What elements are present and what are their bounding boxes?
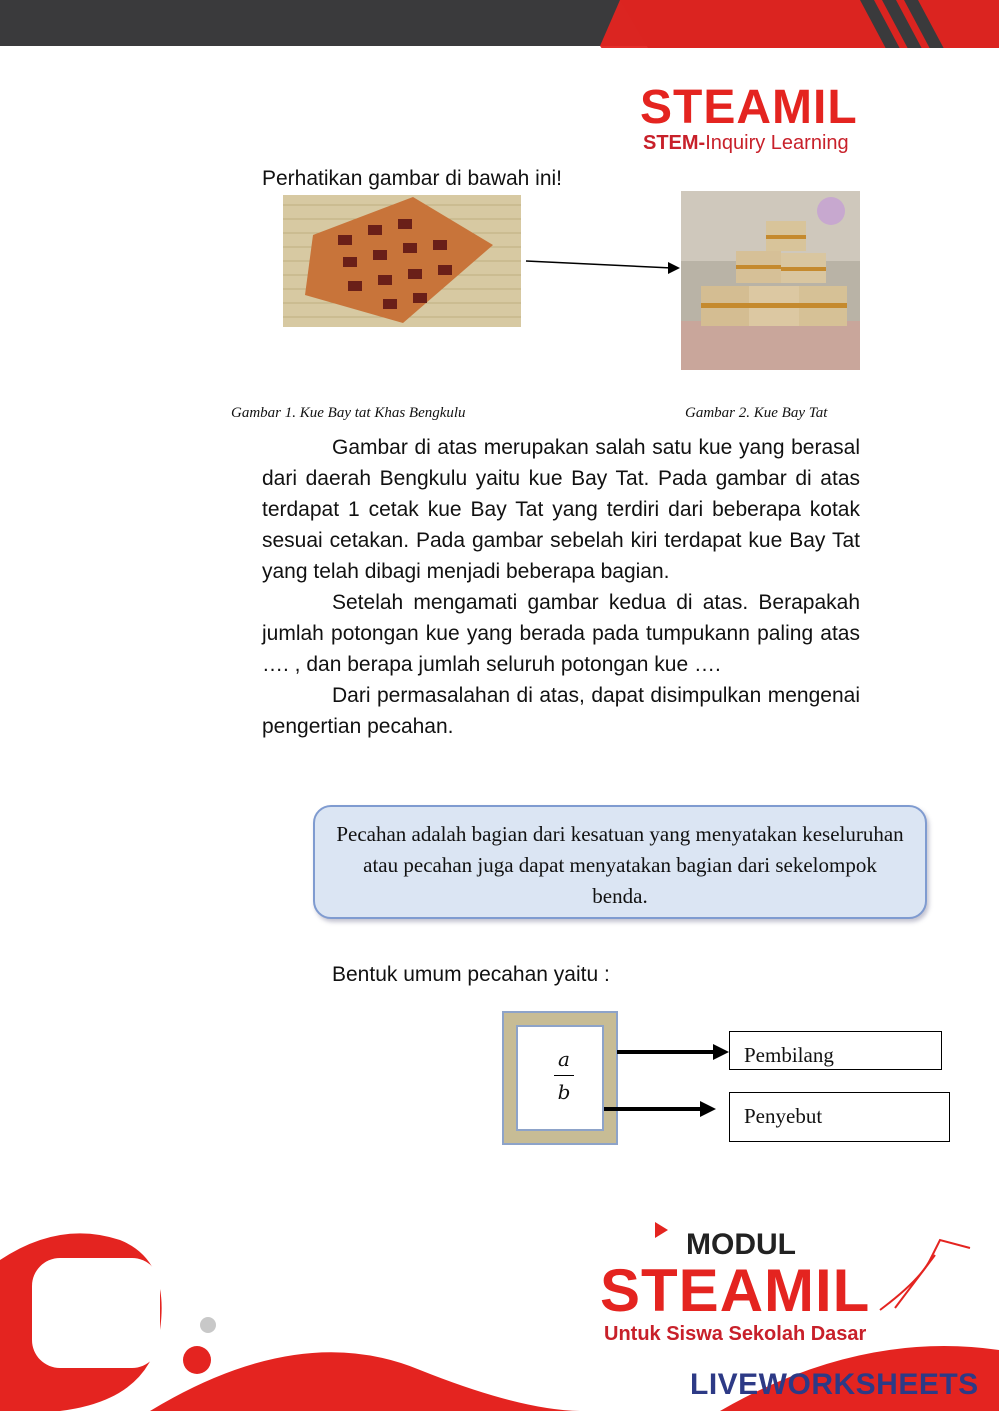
header-subtitle-main: STEM- [643, 132, 706, 154]
header-subtitle-sub: Inquiry Learning [705, 132, 849, 154]
definition-box [313, 805, 927, 919]
definition-text: Pecahan adalah bagian dari kesatuan yang menyatakan keseluruhan atau pecahan juga dapat menyatakan bagian dari sekelompok benda. [336, 822, 904, 908]
paragraph-2: Setelah mengamati gambar kedua di atas. Berapakah jumlah potongan kue yang berada pada tumpukann paling atas …. , dan berapa jumlah seluruh potongan kue …. [262, 591, 860, 676]
cake-photo-2 [681, 191, 860, 370]
caption-figure-2: Gambar 2. Kue Bay Tat [685, 405, 828, 421]
header-logo-steamil: STEAMIL [640, 81, 858, 134]
fraction-box [502, 1011, 618, 1145]
arrow-icon [524, 258, 684, 278]
footer-subtitle: Untuk Siswa Sekolah Dasar [604, 1323, 867, 1345]
paragraph-3: Dari permasalahan di atas, dapat disimpulkan mengenai pengertian pecahan. [262, 684, 860, 738]
caption-figure-1: Gambar 1. Kue Bay tat Khas Bengkulu [231, 405, 466, 421]
header-subtitle [643, 132, 849, 155]
fraction-bar [554, 1075, 574, 1076]
label-denominator-box [729, 1092, 950, 1142]
body-text [262, 432, 860, 742]
general-form-text: Bentuk umum pecahan yaitu : [332, 963, 610, 986]
header-band [0, 0, 999, 48]
footer-modul: MODUL [686, 1228, 796, 1261]
footer-logo-steamil: STEAMIL [600, 1257, 871, 1324]
cake-photo-1 [283, 195, 521, 327]
fraction-denominator: b [557, 1080, 571, 1104]
arrow-numerator-icon [617, 1042, 732, 1062]
liveworksheets-watermark: LIVEWORKSHEETS [690, 1368, 979, 1401]
paragraph-1: Gambar di atas merupakan salah satu kue yang berasal dari daerah Bengkulu yaitu kue Bay Tat. Pada gambar di atas terdapat 1 cetak kue Bay Tat yang terdiri dari beberapa kotak sesuai cetakan. Pada gambar sebelah kiri terdapat kue Bay Tat yang telah dibagi menjadi beberapa bagian. [262, 436, 860, 583]
intro-text: Perhatikan gambar di bawah ini! [262, 167, 563, 190]
label-numerator-box [729, 1031, 942, 1070]
fraction [554, 1045, 574, 1106]
fraction-box-inner [516, 1025, 604, 1131]
label-denominator: Penyebut [744, 1104, 823, 1128]
label-numerator: Pembilang [744, 1043, 834, 1067]
header-title: Modul Ajar [645, 50, 758, 75]
fraction-numerator: a [558, 1047, 570, 1071]
arrow-denominator-icon [604, 1099, 719, 1119]
